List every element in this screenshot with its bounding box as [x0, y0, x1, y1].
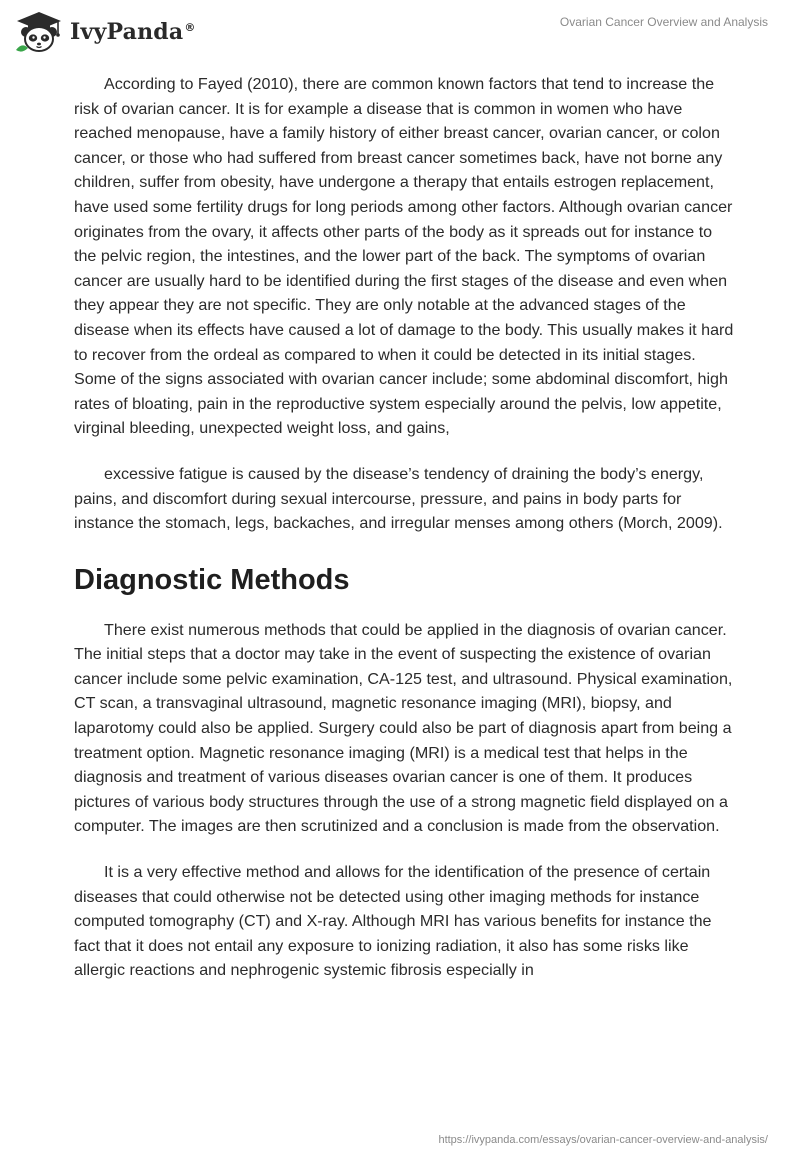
brand-name: IvyPanda®: [70, 19, 196, 45]
brand-logo[interactable]: [14, 10, 196, 54]
paragraph-symptoms: excessive fatigue is caused by the disease’s tendency of draining the body’s energy, pains, and discomfort during sexual intercourse, pressure, and pains in body parts for instance the stomach, legs, backaches, and irregular menses among others (Morch, 2009).: [74, 464, 723, 533]
paragraph-mri: It is a very effective method and allows for the identification of the presence of certain diseases that could otherwise not be detected using other imaging methods for instance computed tomography (CT) and X-ray. Although MRI has various benefits for instance the fact that it does not entail any exposure to ionizing radiation, it also has some risks like allergic reactions and nephrogenic systemic fibrosis especially in: [74, 863, 712, 980]
paragraph-risk-factors: According to Fayed (2010), there are common known factors that tend to increase the risk of ovarian cancer. It is for example a disease that is common in women who have reached menopause, have a family history of either breast cancer, ovarian cancer, or colon cancer, or those who had suffered from breast cancer sometimes back, have not borne any children, suffer from obesity, have undergone a therapy that entails estrogen replacement, have used some fertility drugs for long periods among other factors. Although ovarian cancer originates from the ovary, it affects other parts of the body as it spreads out for instance to the pelvic region, the intestines, and the lower part of the back. The symptoms of ovarian cancer are usually hard to be identified during the first stages of the disease and even when they appear they are not specific. They are only notable at the advanced stages of the disease when its effects have caused a lot of damage to the body. This usually makes it hard to recover from the ordeal as compared to when it could be detected in its initial stages. Some of the signs associated with ovarian cancer include; some abdominal discomfort, high rates of bloating, pain in the reproductive system especially around the pelvis, low appetite, virginal bleeding, unexpected weight loss, and gains,: [74, 75, 734, 438]
section-heading: Diagnostic Methods: [74, 563, 350, 596]
page-header: [0, 0, 800, 70]
document-title: Ovarian Cancer Overview and Analysis: [559, 15, 768, 29]
registered-mark: ®: [184, 20, 196, 34]
essay-body: [74, 72, 734, 983]
source-url[interactable]: https://ivypanda.com/essays/ovarian-cancer-overview-and-analysis/: [438, 1134, 768, 1146]
panda-graduate-icon: [14, 10, 64, 54]
paragraph-diagnosis: There exist numerous methods that could be applied in the diagnosis of ovarian cancer. The initial steps that a doctor may take in the event of suspecting the existence of ovarian cancer include some pelvic examination, CA-125 test, and ultrasound. Physical examination, CT scan, a transvaginal ultrasound, magnetic resonance imaging (MRI), biopsy, and laparotomy could also be applied. Surgery could also be part of diagnosis apart from being a treatment option. Magnetic resonance imaging (MRI) is a medical test that helps in the diagnosis and treatment of various diseases ovarian cancer is one of them. It produces pictures of various body structures through the use of a strong magnetic field displayed on a computer. The images are then scrutinized and a conclusion is made from the observation.: [74, 620, 733, 836]
